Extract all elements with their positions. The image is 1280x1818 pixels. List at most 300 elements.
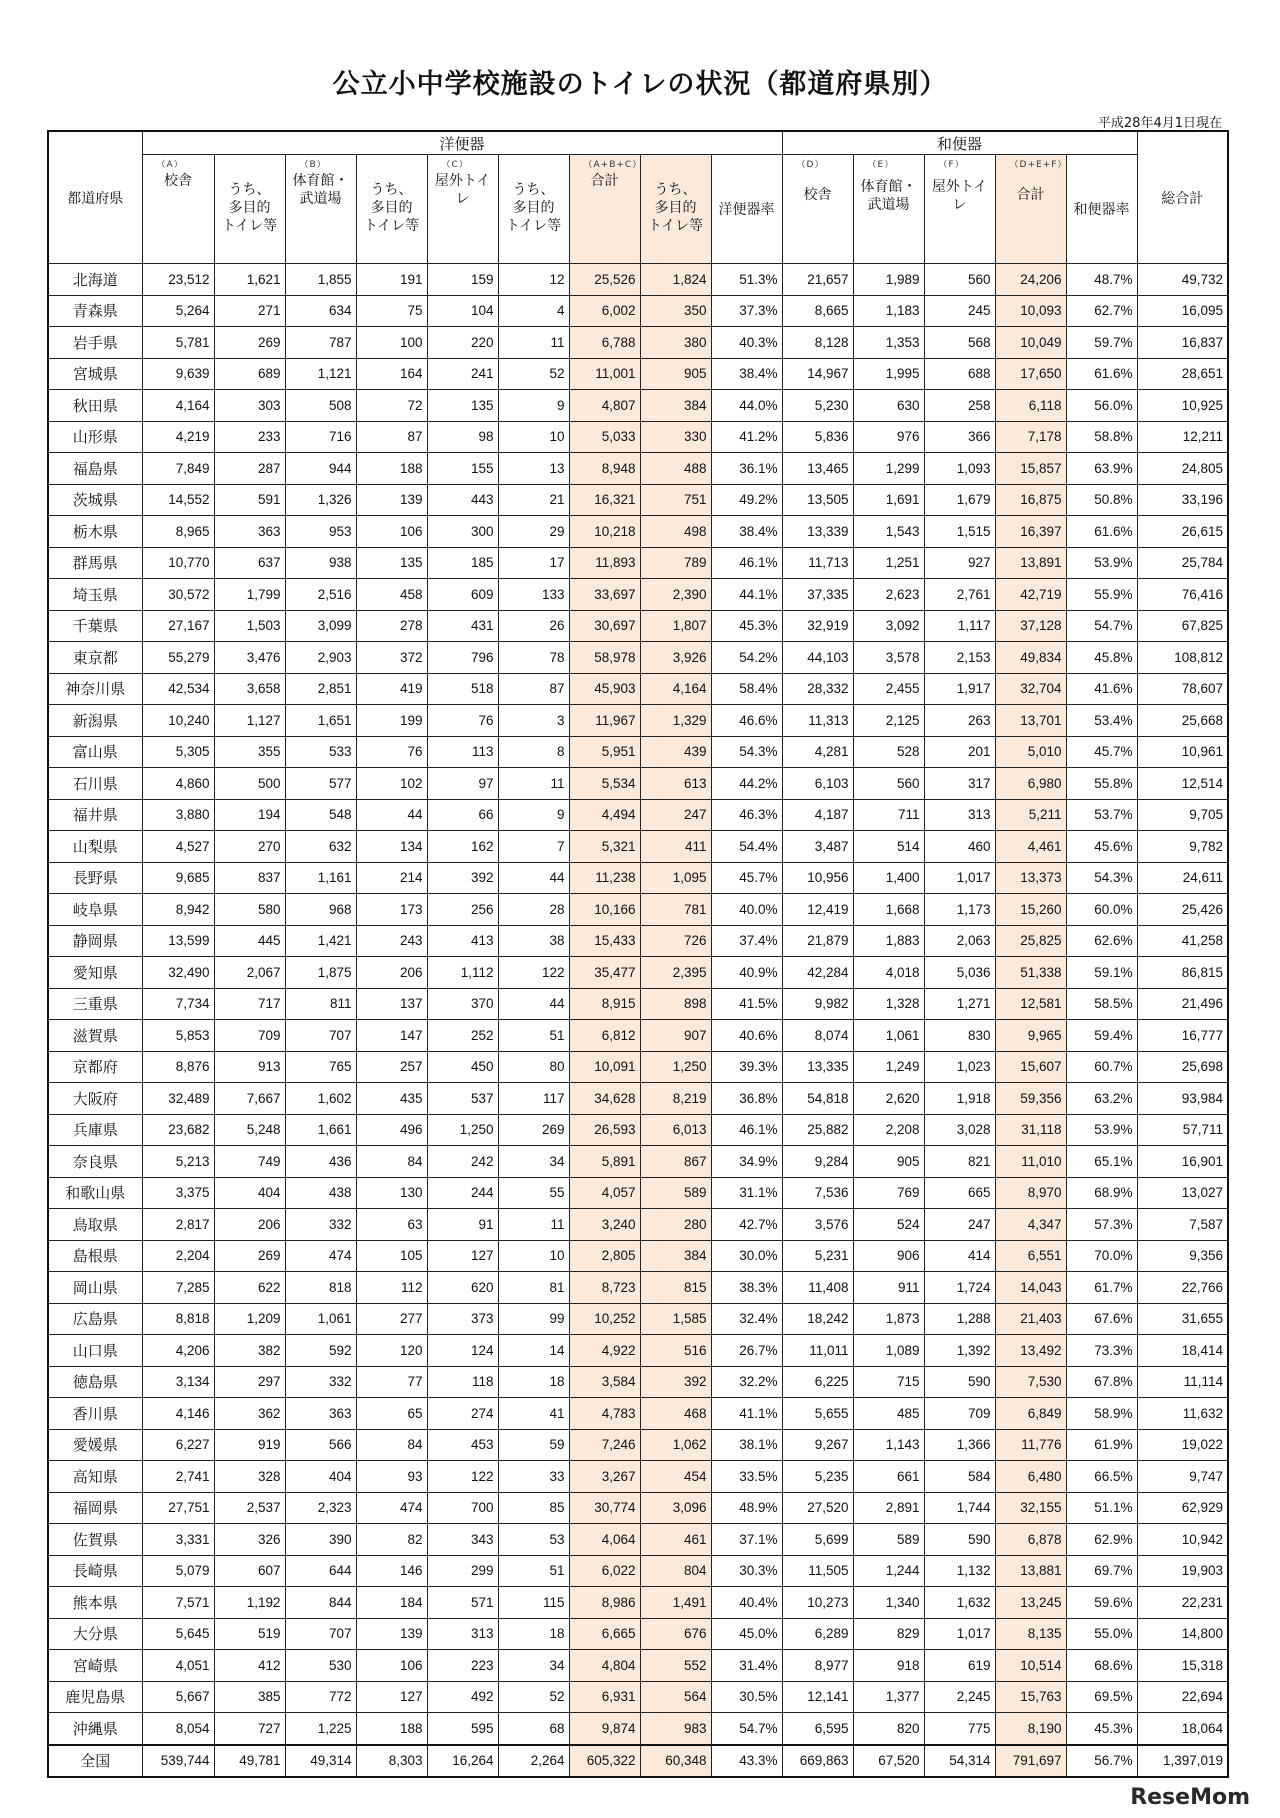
- table-cell: 591: [214, 484, 285, 516]
- table-cell: 5,836: [782, 421, 853, 453]
- table-cell: 22,231: [1137, 1587, 1228, 1619]
- table-cell: 4,804: [569, 1650, 640, 1682]
- table-cell: 5,213: [142, 1146, 214, 1178]
- table-cell: 3,658: [214, 673, 285, 705]
- table-cell: 34,628: [569, 1083, 640, 1115]
- table-cell: 906: [853, 1240, 924, 1272]
- table-cell: 548: [285, 799, 356, 831]
- table-cell: 14,967: [782, 358, 853, 390]
- table-cell: 519: [214, 1618, 285, 1650]
- table-cell: 5,235: [782, 1461, 853, 1493]
- table-cell: 1,089: [853, 1335, 924, 1367]
- table-cell: 6,812: [569, 1020, 640, 1052]
- table-cell: 15,607: [995, 1051, 1066, 1083]
- prefecture-name: 大分県: [48, 1618, 142, 1650]
- table-cell: 1,392: [924, 1335, 995, 1367]
- table-cell: 54,818: [782, 1083, 853, 1115]
- table-cell: 9,356: [1137, 1240, 1228, 1272]
- table-cell: 2,153: [924, 642, 995, 674]
- table-cell: 1,093: [924, 453, 995, 485]
- prefecture-name: 京都府: [48, 1051, 142, 1083]
- table-cell: 443: [427, 484, 498, 516]
- table-cell: 1,377: [853, 1681, 924, 1713]
- table-cell: 173: [356, 894, 427, 926]
- table-cell: 17,650: [995, 358, 1066, 390]
- table-cell: 40.6%: [711, 1020, 782, 1052]
- table-cell: 45.6%: [1066, 831, 1137, 863]
- table-cell: 2,805: [569, 1240, 640, 1272]
- table-cell: 590: [924, 1524, 995, 1556]
- table-row: [48, 358, 1228, 390]
- table-cell: 10,252: [569, 1303, 640, 1335]
- table-row: [48, 1461, 1228, 1493]
- table-cell: 54.7%: [711, 1713, 782, 1745]
- table-cell: 630: [853, 390, 924, 422]
- table-cell: 5,781: [142, 327, 214, 359]
- table-cell: 382: [214, 1335, 285, 1367]
- table-cell: 133: [498, 579, 569, 611]
- table-row: [48, 579, 1228, 611]
- table-row: [48, 1492, 1228, 1524]
- table-row: [48, 831, 1228, 863]
- table-cell: 726: [640, 925, 711, 957]
- table-cell: 32.2%: [711, 1366, 782, 1398]
- table-cell: 42,284: [782, 957, 853, 989]
- table-cell: 48.9%: [711, 1492, 782, 1524]
- table-cell: 38: [498, 925, 569, 957]
- table-cell: 40.0%: [711, 894, 782, 926]
- table-cell: 274: [427, 1398, 498, 1430]
- table-cell: 206: [214, 1209, 285, 1241]
- table-cell: 7,571: [142, 1587, 214, 1619]
- total-row: [48, 1745, 1228, 1778]
- table-row: [48, 1177, 1228, 1209]
- table-cell: 60.7%: [1066, 1051, 1137, 1083]
- table-cell: 765: [285, 1051, 356, 1083]
- table-cell: 188: [356, 453, 427, 485]
- table-cell: 5,853: [142, 1020, 214, 1052]
- table-cell: 749: [214, 1146, 285, 1178]
- prefecture-name: 山梨県: [48, 831, 142, 863]
- prefecture-name: 高知県: [48, 1461, 142, 1493]
- table-cell: 61.6%: [1066, 516, 1137, 548]
- table-cell: 1,883: [853, 925, 924, 957]
- table-cell: 474: [285, 1240, 356, 1272]
- table-cell: 454: [640, 1461, 711, 1493]
- table-cell: 21,879: [782, 925, 853, 957]
- table-cell: 4,018: [853, 957, 924, 989]
- table-cell: 9,965: [995, 1020, 1066, 1052]
- table-cell: 59.1%: [1066, 957, 1137, 989]
- table-cell: 41.1%: [711, 1398, 782, 1430]
- table-cell: 2,455: [853, 673, 924, 705]
- table-cell: 6,013: [640, 1114, 711, 1146]
- table-cell: 49,834: [995, 642, 1066, 674]
- table-cell: 23,682: [142, 1114, 214, 1146]
- table-row: [48, 642, 1228, 674]
- table-cell: 837: [214, 862, 285, 894]
- table-cell: 370: [427, 988, 498, 1020]
- table-cell: 15,857: [995, 453, 1066, 485]
- table-cell: 45.7%: [711, 862, 782, 894]
- table-cell: 404: [214, 1177, 285, 1209]
- table-cell: 8,876: [142, 1051, 214, 1083]
- table-cell: 37,128: [995, 610, 1066, 642]
- table-cell: 772: [285, 1681, 356, 1713]
- table-cell: 68.6%: [1066, 1650, 1137, 1682]
- table-cell: 135: [427, 390, 498, 422]
- header-grand-total: 総合計: [1137, 131, 1228, 264]
- table-cell: 14: [498, 1335, 569, 1367]
- table-cell: 1,543: [853, 516, 924, 548]
- header-b-multi: うち、 多目的 トイレ等: [356, 155, 427, 264]
- table-cell: 243: [356, 925, 427, 957]
- table-cell: 6,118: [995, 390, 1066, 422]
- table-cell: 49,314: [285, 1745, 356, 1778]
- table-cell: 7,178: [995, 421, 1066, 453]
- table-cell: 106: [356, 516, 427, 548]
- table-cell: 3,476: [214, 642, 285, 674]
- table-cell: 1,917: [924, 673, 995, 705]
- table-cell: 9,874: [569, 1713, 640, 1745]
- table-cell: 524: [853, 1209, 924, 1241]
- table-cell: 24,611: [1137, 862, 1228, 894]
- table-cell: 11,713: [782, 547, 853, 579]
- table-cell: 13,027: [1137, 1177, 1228, 1209]
- table-cell: 589: [853, 1524, 924, 1556]
- table-cell: 1,855: [285, 264, 356, 296]
- table-cell: 41.2%: [711, 421, 782, 453]
- table-cell: 592: [285, 1335, 356, 1367]
- table-cell: 16,875: [995, 484, 1066, 516]
- table-cell: 21,496: [1137, 988, 1228, 1020]
- table-cell: 1,061: [853, 1020, 924, 1052]
- table-cell: 11,010: [995, 1146, 1066, 1178]
- table-cell: 7,536: [782, 1177, 853, 1209]
- table-cell: 488: [640, 453, 711, 485]
- table-cell: 1,585: [640, 1303, 711, 1335]
- prefecture-name: 宮城県: [48, 358, 142, 390]
- table-cell: 907: [640, 1020, 711, 1052]
- table-cell: 139: [356, 1618, 427, 1650]
- table-cell: 1,651: [285, 705, 356, 737]
- table-cell: 637: [214, 547, 285, 579]
- prefecture-name: 愛知県: [48, 957, 142, 989]
- table-cell: 18,414: [1137, 1335, 1228, 1367]
- table-cell: 7,849: [142, 453, 214, 485]
- table-cell: 214: [356, 862, 427, 894]
- table-cell: 118: [427, 1366, 498, 1398]
- table-cell: 81: [498, 1272, 569, 1304]
- table-row: [48, 1272, 1228, 1304]
- table-cell: 9,685: [142, 862, 214, 894]
- table-cell: 21,657: [782, 264, 853, 296]
- table-cell: 49,732: [1137, 264, 1228, 296]
- table-cell: 62.9%: [1066, 1524, 1137, 1556]
- table-cell: 31.4%: [711, 1650, 782, 1682]
- table-cell: 27,520: [782, 1492, 853, 1524]
- table-row: [48, 1240, 1228, 1272]
- table-cell: 12,419: [782, 894, 853, 926]
- table-cell: 1,192: [214, 1587, 285, 1619]
- table-cell: 7: [498, 831, 569, 863]
- table-cell: 11,632: [1137, 1398, 1228, 1430]
- table-cell: 1,503: [214, 610, 285, 642]
- table-row: [48, 1114, 1228, 1146]
- table-cell: 41.5%: [711, 988, 782, 1020]
- table-cell: 9,782: [1137, 831, 1228, 863]
- table-cell: 11,238: [569, 862, 640, 894]
- table-cell: 91: [427, 1209, 498, 1241]
- table-cell: 52: [498, 358, 569, 390]
- table-cell: 5,305: [142, 736, 214, 768]
- table-cell: 63.2%: [1066, 1083, 1137, 1115]
- table-cell: 564: [640, 1681, 711, 1713]
- table-cell: 51: [498, 1555, 569, 1587]
- table-cell: 59.6%: [1066, 1587, 1137, 1619]
- table-cell: 8,818: [142, 1303, 214, 1335]
- table-cell: 751: [640, 484, 711, 516]
- prefecture-name: 奈良県: [48, 1146, 142, 1178]
- table-cell: 242: [427, 1146, 498, 1178]
- table-cell: 918: [853, 1650, 924, 1682]
- table-cell: 11,313: [782, 705, 853, 737]
- table-cell: 25,668: [1137, 705, 1228, 737]
- table-cell: 34.9%: [711, 1146, 782, 1178]
- table-cell: 241: [427, 358, 498, 390]
- table-cell: 1,421: [285, 925, 356, 957]
- table-row: [48, 1366, 1228, 1398]
- table-cell: 300: [427, 516, 498, 548]
- prefecture-name: 岩手県: [48, 327, 142, 359]
- table-cell: 789: [640, 547, 711, 579]
- table-cell: 65.1%: [1066, 1146, 1137, 1178]
- table-cell: 13,599: [142, 925, 214, 957]
- table-cell: 514: [853, 831, 924, 863]
- table-cell: 54.3%: [711, 736, 782, 768]
- table-cell: 6,002: [569, 295, 640, 327]
- table-cell: 56.0%: [1066, 390, 1137, 422]
- table-cell: 147: [356, 1020, 427, 1052]
- table-row: [48, 516, 1228, 548]
- table-cell: 11,114: [1137, 1366, 1228, 1398]
- table-cell: 69.5%: [1066, 1681, 1137, 1713]
- table-cell: 1,668: [853, 894, 924, 926]
- table-cell: 30,572: [142, 579, 214, 611]
- table-cell: 36.8%: [711, 1083, 782, 1115]
- table-cell: 58,978: [569, 642, 640, 674]
- table-cell: 14,552: [142, 484, 214, 516]
- table-cell: 363: [214, 516, 285, 548]
- table-cell: 164: [356, 358, 427, 390]
- table-cell: 32,155: [995, 1492, 1066, 1524]
- table-cell: 867: [640, 1146, 711, 1178]
- toilet-table: [47, 130, 1229, 1778]
- table-cell: 622: [214, 1272, 285, 1304]
- table-cell: 9,747: [1137, 1461, 1228, 1493]
- table-cell: 796: [427, 642, 498, 674]
- table-cell: 57,711: [1137, 1114, 1228, 1146]
- prefecture-name: 福島県: [48, 453, 142, 485]
- table-cell: 4,057: [569, 1177, 640, 1209]
- table-cell: 911: [853, 1272, 924, 1304]
- table-cell: 18: [498, 1366, 569, 1398]
- prefecture-name: 兵庫県: [48, 1114, 142, 1146]
- table-cell: 15,260: [995, 894, 1066, 926]
- table-cell: 552: [640, 1650, 711, 1682]
- table-cell: 247: [640, 799, 711, 831]
- table-cell: 1,251: [853, 547, 924, 579]
- table-cell: 45,903: [569, 673, 640, 705]
- table-cell: 22,766: [1137, 1272, 1228, 1304]
- table-cell: 38.4%: [711, 516, 782, 548]
- table-cell: 40.4%: [711, 1587, 782, 1619]
- table-cell: 332: [285, 1366, 356, 1398]
- table-cell: 31.1%: [711, 1177, 782, 1209]
- table-cell: 39.3%: [711, 1051, 782, 1083]
- table-cell: 431: [427, 610, 498, 642]
- table-cell: 61.9%: [1066, 1429, 1137, 1461]
- table-cell: 55,279: [142, 642, 214, 674]
- table-cell: 445: [214, 925, 285, 957]
- table-cell: 709: [924, 1398, 995, 1430]
- table-cell: 269: [498, 1114, 569, 1146]
- table-cell: 566: [285, 1429, 356, 1461]
- table-cell: 5,036: [924, 957, 995, 989]
- table-cell: 68: [498, 1713, 569, 1745]
- table-cell: 44,103: [782, 642, 853, 674]
- table-cell: 1,017: [924, 862, 995, 894]
- table-row: [48, 390, 1228, 422]
- table-cell: 10,218: [569, 516, 640, 548]
- table-cell: 86,815: [1137, 957, 1228, 989]
- table-cell: 3,134: [142, 1366, 214, 1398]
- table-cell: 460: [924, 831, 995, 863]
- table-cell: 9,982: [782, 988, 853, 1020]
- table-cell: 571: [427, 1587, 498, 1619]
- table-cell: 80: [498, 1051, 569, 1083]
- table-cell: 34: [498, 1146, 569, 1178]
- table-cell: 2,323: [285, 1492, 356, 1524]
- table-cell: 37,335: [782, 579, 853, 611]
- prefecture-name: 三重県: [48, 988, 142, 1020]
- prefecture-name: 栃木県: [48, 516, 142, 548]
- table-cell: 256: [427, 894, 498, 926]
- table-cell: 3,584: [569, 1366, 640, 1398]
- table-cell: 6,551: [995, 1240, 1066, 1272]
- table-row: [48, 1524, 1228, 1556]
- table-cell: 223: [427, 1650, 498, 1682]
- table-cell: 76,416: [1137, 579, 1228, 611]
- table-cell: 41.6%: [1066, 673, 1137, 705]
- prefecture-name: 徳島県: [48, 1366, 142, 1398]
- table-cell: 6,931: [569, 1681, 640, 1713]
- table-cell: 59,356: [995, 1083, 1066, 1115]
- table-cell: 439: [640, 736, 711, 768]
- table-cell: 67.6%: [1066, 1303, 1137, 1335]
- table-cell: 4,051: [142, 1650, 214, 1682]
- table-cell: 11,967: [569, 705, 640, 737]
- table-cell: 577: [285, 768, 356, 800]
- table-cell: 1,023: [924, 1051, 995, 1083]
- prefecture-name: 大阪府: [48, 1083, 142, 1115]
- table-cell: 269: [214, 327, 285, 359]
- table-cell: 37.4%: [711, 925, 782, 957]
- table-cell: 87: [356, 421, 427, 453]
- table-row: [48, 1051, 1228, 1083]
- table-cell: 913: [214, 1051, 285, 1083]
- table-cell: 59: [498, 1429, 569, 1461]
- table-cell: 10,514: [995, 1650, 1066, 1682]
- table-cell: 127: [356, 1681, 427, 1713]
- table-cell: 905: [853, 1146, 924, 1178]
- table-cell: 8,942: [142, 894, 214, 926]
- table-cell: 1,621: [214, 264, 285, 296]
- table-cell: 263: [924, 705, 995, 737]
- table-cell: 715: [853, 1366, 924, 1398]
- table-cell: 13,505: [782, 484, 853, 516]
- prefecture-name: 静岡県: [48, 925, 142, 957]
- table-cell: 35,477: [569, 957, 640, 989]
- table-cell: 8: [498, 736, 569, 768]
- table-row: [48, 1429, 1228, 1461]
- table-cell: 66: [427, 799, 498, 831]
- table-cell: 244: [427, 1177, 498, 1209]
- table-cell: 7,587: [1137, 1209, 1228, 1241]
- table-cell: 326: [214, 1524, 285, 1556]
- prefecture-name: 愛媛県: [48, 1429, 142, 1461]
- prefecture-name: 群馬県: [48, 547, 142, 579]
- table-cell: 5,010: [995, 736, 1066, 768]
- table-cell: 700: [427, 1492, 498, 1524]
- table-cell: 26,615: [1137, 516, 1228, 548]
- table-cell: 8,915: [569, 988, 640, 1020]
- table-cell: 414: [924, 1240, 995, 1272]
- table-cell: 51,338: [995, 957, 1066, 989]
- table-cell: 1,095: [640, 862, 711, 894]
- table-cell: 1,602: [285, 1083, 356, 1115]
- prefecture-name: 秋田県: [48, 390, 142, 422]
- table-cell: 3,092: [853, 610, 924, 642]
- table-cell: 44.2%: [711, 768, 782, 800]
- table-cell: 3,096: [640, 1492, 711, 1524]
- table-cell: 53.9%: [1066, 1114, 1137, 1146]
- table-cell: 5,699: [782, 1524, 853, 1556]
- table-cell: 1,875: [285, 957, 356, 989]
- table-cell: 46.6%: [711, 705, 782, 737]
- table-row: [48, 1587, 1228, 1619]
- table-cell: 711: [853, 799, 924, 831]
- table-cell: 10,942: [1137, 1524, 1228, 1556]
- table-row: [48, 1650, 1228, 1682]
- table-cell: 716: [285, 421, 356, 453]
- table-cell: 37.3%: [711, 295, 782, 327]
- table-row: [48, 862, 1228, 894]
- table-cell: 33,196: [1137, 484, 1228, 516]
- table-cell: 485: [853, 1398, 924, 1430]
- table-cell: 54.7%: [1066, 610, 1137, 642]
- table-cell: 11: [498, 327, 569, 359]
- table-row: [48, 264, 1228, 296]
- table-cell: 983: [640, 1713, 711, 1745]
- table-cell: 44: [498, 988, 569, 1020]
- table-cell: 2,516: [285, 579, 356, 611]
- table-cell: 78,607: [1137, 673, 1228, 705]
- table-cell: 2,623: [853, 579, 924, 611]
- table-cell: 717: [214, 988, 285, 1020]
- table-cell: 55.0%: [1066, 1618, 1137, 1650]
- table-cell: 32,489: [142, 1083, 214, 1115]
